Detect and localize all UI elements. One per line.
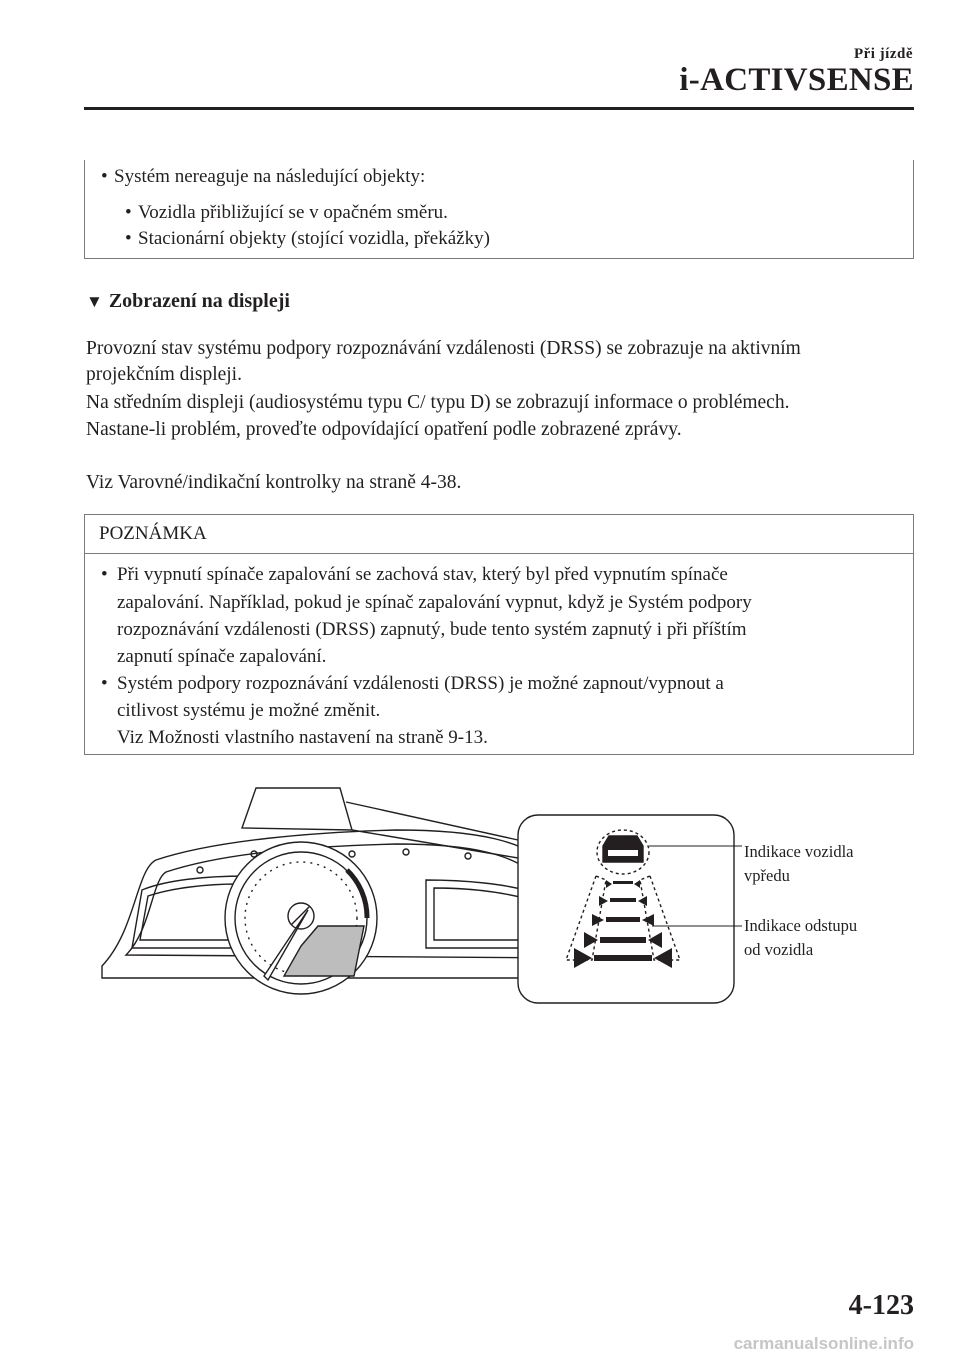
page-number: 4-123 (848, 1290, 914, 1321)
note-line: Viz Možnosti vlastního nastavení na straně 9-13. (117, 727, 488, 748)
note-line: zapalování. Například, pokud je spínač zapalování vypnut, když je Systém podpory (117, 592, 752, 613)
cross-reference: Viz Varovné/indikační kontrolky na straně 4-38. (86, 472, 462, 493)
body-text: Provozní stav systému podpory rozpoznávání vzdálenosti (DRSS) se zobrazuje na aktivním (86, 338, 801, 359)
watermark: carmanualsonline.info (733, 1334, 914, 1353)
bullet-icon: • (101, 673, 108, 694)
note-title: POZNÁMKA (99, 523, 207, 544)
body-text: projekčním displeji. (86, 364, 242, 385)
instrument-cluster-drawing (96, 780, 916, 1010)
header-rule (84, 107, 914, 110)
note-line: • Systém podpory rozpoznávání vzdálenosti (DRSS) je možné zapnout/vypnout a (101, 673, 724, 694)
list-item: • Vozidla přibližující se v opačném směru. (125, 202, 448, 223)
bullet-icon: • (125, 228, 132, 249)
bullet-icon: • (101, 166, 108, 187)
note-line: zapnutí spínače zapalování. (117, 646, 327, 667)
note-line: rozpoznávání vzdálenosti (DRSS) zapnutý, bude tento systém zapnutý i při příštím (117, 619, 747, 640)
vehicle-indication-label: Indikace vozidla vpředu (744, 842, 854, 885)
section-title: i-ACTIVSENSE (679, 62, 914, 98)
bullet-icon: • (125, 202, 132, 223)
note-line: • Při vypnutí spínače zapalování se zachová stav, který byl před vypnutím spínače (101, 564, 728, 585)
cluster-illustration (96, 780, 916, 1015)
note-box (84, 514, 914, 755)
note-line: citlivost systému je možné změnit. (117, 700, 381, 721)
note-header (85, 515, 913, 554)
distance-indication-label: Indikace odstupu od vozidla (744, 916, 858, 959)
condition-box (84, 160, 914, 259)
body-text: Na středním displeji (audiosystému typu C/ typu D) se zobrazují informace o problémech. (86, 392, 790, 413)
list-item: • Stacionární objekty (stojící vozidla, překážky) (125, 228, 490, 249)
section-heading: ▼ Zobrazení na displeji (86, 290, 290, 312)
body-text: Nastane-li problém, proveďte odpovídající opatření podle zobrazené zprávy. (86, 419, 682, 440)
list-item: • Systém nereaguje na následující objekty: (101, 166, 426, 187)
triangle-marker-icon: ▼ (86, 292, 103, 311)
bullet-icon: • (101, 564, 108, 585)
chapter-label: Při jízdě (853, 46, 913, 62)
